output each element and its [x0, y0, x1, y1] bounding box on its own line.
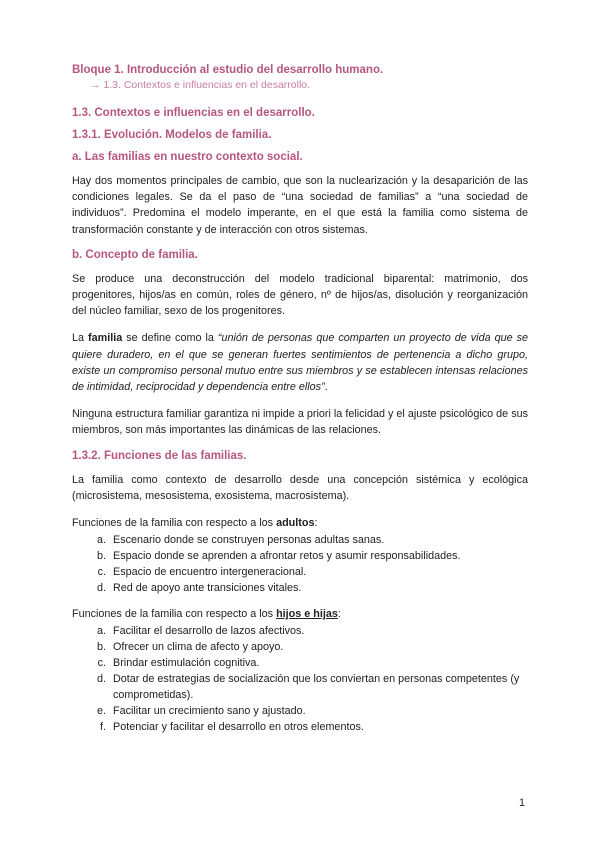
part-a-title: a. Las familias en nuestro contexto social. — [72, 151, 303, 163]
section-title: 1.3. Contextos e influencias en el desarrollo. — [72, 107, 315, 119]
list-item: b. Ofrecer un clima de afecto y apoyo. — [109, 639, 528, 655]
adults-lead-text: Funciones de la familia con respecto a los — [72, 517, 277, 530]
children-term: hijos e hijas — [276, 608, 338, 621]
subsection-1-title: 1.3.1. Evolución. Modelos de familia. — [72, 129, 272, 141]
part-a-paragraph: Hay dos momentos principales de cambio, que son la nuclearización y la desaparición de las condiciones legales. Se da el paso de “una sociedad de familias” a “una sociedad de individuos”. Predomina el modelo imperante, en el que está la familia como sistema de transformación constante y de interacción con otros sistemas. — [72, 175, 528, 236]
functions-intro: La familia como contexto de desarrollo desde una concepción sistémica y ecológica (microsistema, mesosistema, exosistema, macrosistema). — [72, 473, 528, 502]
part-b-paragraph-1: Se produce una deconstrucción del modelo tradicional biparental: matrimonio, dos progenitores, hijos/as en común, roles de género, nº de hijos/as, disolución y reorganización del núcleo familiar, sexo de los progenitores. — [72, 272, 528, 318]
block-header: Bloque 1. Introducción al estudio del desarrollo humano. — [72, 64, 384, 76]
adults-functions-lead — [72, 515, 528, 531]
page-number: 1 — [519, 797, 526, 809]
definition-quote: “unión de personas que comparten un proyecto de vida que se quiere duradero, en el que se generan fuertes sentimientos de pertenencia a dicho grupo, existe un compromiso personal mutuo entre sus miembros y se establecen intensas relaciones de intimidad, reciprocidad y dependencia entre ellos” — [72, 332, 528, 394]
part-b-title: b. Concepto de familia. — [72, 248, 198, 261]
list-item: d. Red de apoyo ante transiciones vitales. — [109, 580, 528, 596]
list-item: a. Escenario donde se construyen personas adultas sanas. — [109, 532, 528, 548]
children-functions-lead — [72, 606, 528, 622]
list-item: b. Espacio donde se aprenden a afrontar retos y asumir responsabilidades. — [109, 548, 528, 564]
list-item: f. Potenciar y facilitar el desarrollo en otros elementos. — [109, 719, 528, 735]
part-b-paragraph-3: Ninguna estructura familiar garantiza ni impide a priori la felicidad y el ajuste psicológico de sus miembros, son más importantes las dinámicas de las relaciones. — [72, 408, 528, 437]
adults-functions-list — [72, 532, 528, 596]
topic-subheader: → 1.3. Contextos e influencias en el desarrollo. — [90, 79, 311, 91]
children-colon: : — [337, 608, 341, 621]
definition-end: . — [324, 381, 328, 394]
list-item: a. Facilitar el desarrollo de lazos afectivos. — [109, 623, 528, 639]
subsection-2-title: 1.3.2. Funciones de las familias. — [72, 449, 247, 462]
definition-mid: se define como la — [122, 332, 218, 345]
list-item: d. Dotar de estrategias de socialización que los conviertan en personas competentes (y comprometidas). — [109, 671, 528, 703]
definition-term: familia — [88, 332, 123, 345]
list-item: c. Brindar estimulación cognitiva. — [109, 655, 528, 671]
family-definition — [72, 330, 528, 395]
children-lead-text: Funciones de la familia con respecto a los — [72, 608, 277, 621]
adults-term: adultos — [276, 517, 315, 530]
children-functions-list — [72, 623, 528, 735]
adults-colon: : — [314, 517, 318, 530]
document-page — [72, 64, 528, 745]
list-item: c. Espacio de encuentro intergeneracional. — [109, 564, 528, 580]
definition-lead: La — [72, 332, 89, 345]
list-item: e. Facilitar un crecimiento sano y ajustado. — [109, 703, 528, 719]
